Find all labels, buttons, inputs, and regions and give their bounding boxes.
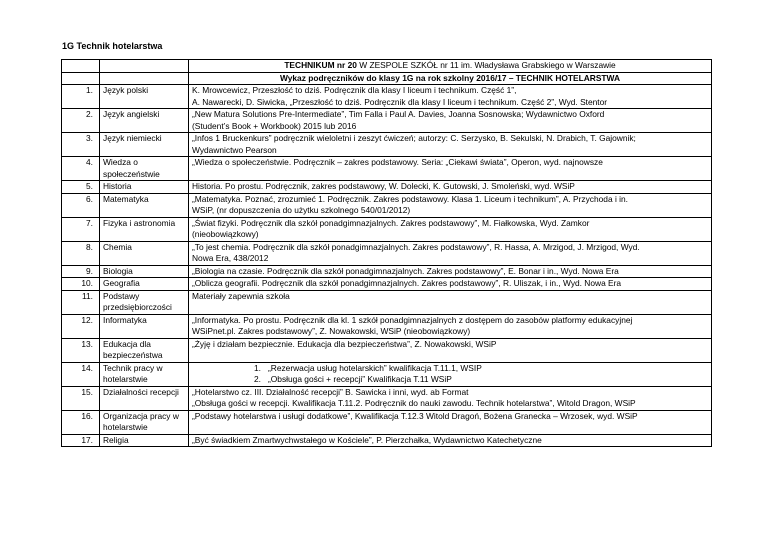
list-text: „Rezerwacja usług hotelarskich” kwalifikacja T.11.1, WSIP [268,362,482,373]
textbook-line: „Matematyka. Poznać, zrozumieć 1. Podręcznik. Zakres podstawowy. Klasa 1. Liceum i technikum”, A. Przychoda i in. [192,193,628,204]
row-number: 12. [62,314,100,338]
row-number: 11. [62,290,100,314]
subject-line: Informatyka [103,314,147,325]
table-row [62,85,712,109]
textbook-cell [189,265,712,278]
list-title-subject-cell [100,72,189,85]
list-title-row [62,72,712,85]
subject-line: Edukacja dla [103,338,151,349]
textbook-line: „Infos 1 Bruckenkurs” podręcznik wieloletni i zeszyt ćwiczeń; autorzy: C. Serzysko, B. Sekulski, N. Drabich, T. Gajownik; [192,133,636,143]
textbook-table [61,59,712,447]
textbook-line: WSiPnet.pl. Zakres podstawowy”, Z. Nowakowski, WSiP (nieobowiązkowy) [192,326,471,336]
row-number: 16. [62,410,100,434]
textbook-line: „New Matura Solutions Pre-Intermediate”, Tim Falla i Paul A. Davies, Joanna Sosnowska; Wydawnictwo Oxford [192,109,605,119]
subject-cell [100,217,189,241]
page-title: 1G Technik hotelarstwa [62,41,163,51]
row-number: 8. [62,241,100,265]
subject-line: Historia [103,181,132,191]
textbook-line: „Biologia na czasie. Podręcznik dla szkół ponadgimnazjalnych. Zakres podstawowy”, E. Bonar i in., Wyd. Nowa Era [192,265,619,276]
row-number: 7. [62,217,100,241]
textbook-line: (nieobowiązkowy) [192,229,259,239]
row-number: 10. [62,278,100,291]
subject-line: Chemia [103,241,132,252]
list-number: 1. [254,362,261,373]
textbook-cell [189,338,712,362]
textbook-cell [189,133,712,157]
subject-line: Podstawy [103,290,140,301]
subject-line: przedsiębiorczości [103,302,172,312]
table-row [62,133,712,157]
subject-line: Matematyka [103,193,149,204]
header-num-cell [62,60,100,73]
textbook-line: „To jest chemia. Podręcznik dla szkół ponadgimnazjalnych. Zakres podstawowy”, R. Hassa, A. Mrzigod, J. Mrzigod, Wyd. [192,241,640,252]
subject-line: Wiedza o [103,157,138,167]
row-number: 13. [62,338,100,362]
table-row [62,410,712,434]
subject-cell [100,314,189,338]
table-row [62,265,712,278]
numbered-textbook-line [192,374,708,386]
subject-line: hotelarstwie [103,422,148,432]
table-row [62,386,712,410]
subject-line: Religia [103,434,129,445]
textbook-cell [189,217,712,241]
textbook-cell [189,386,712,410]
textbook-line: „Podstawy hotelarstwa i usługi dodatkowe”, Kwalifikacja T.12.3 Witold Dragoń, Bożena Granecka – Wrzosek, wyd. WSiP [192,410,638,421]
subject-cell [100,241,189,265]
table-row [62,193,712,217]
subject-cell [100,338,189,362]
subject-line: Organizacja pracy w [103,410,179,421]
header-row [62,60,712,73]
textbook-cell [189,157,712,181]
textbook-cell [189,278,712,291]
textbook-cell [189,85,712,109]
row-number: 4. [62,157,100,181]
textbook-line: Historia. Po prostu. Podręcznik, zakres podstawowy, W. Dolecki, K. Gutowski, J. Smoleński, wyd. WSiP [192,181,575,191]
textbook-cell [189,109,712,133]
table-row [62,314,712,338]
textbook-cell [189,290,712,314]
school-rest: W ZESPOLE SZKÓŁ nr 11 im. Władysława Grabskiego w Warszawie [356,60,616,70]
subject-cell [100,193,189,217]
subject-cell [100,133,189,157]
row-number: 2. [62,109,100,133]
list-title: Wykaz podręczników do klasy 1G na rok szkolny 2016/17 – TECHNIK HOTELARSTWA [189,72,712,85]
header-subject-cell [100,60,189,73]
row-number: 15. [62,386,100,410]
row-number: 14. [62,362,100,386]
textbook-line: K. Mrowcewicz, Przeszłość to dziś. Podręcznik dla klasy I liceum i technikum. Część 1”, [192,85,517,95]
subject-cell [100,85,189,109]
subject-line: społeczeństwie [103,168,160,179]
subject-cell [100,434,189,447]
subject-line: Działalności recepcji [103,386,179,397]
textbook-line: Wydawnictwo Pearson [192,144,277,155]
textbook-line: „Wiedza o społeczeństwie. Podręcznik – zakres podstawowy. Seria: „Ciekawi świata”, Operon, wyd. najnowsze [192,157,603,167]
list-text: „Obsługa gości + recepcji” Kwalifikacja T.11 WSiP [268,374,452,384]
textbook-line: A. Nawarecki, D. Siwicka, „Przeszłość to dziś. Podręcznik dla klasy I liceum i technikum. Część 2”, Wyd. Stentor [192,96,608,107]
row-number: 5. [62,181,100,194]
subject-line: Fizyka i astronomia [103,217,176,228]
textbook-line: Nowa Era, 438/2012 [192,253,269,263]
textbook-line: Materiały zapewnia szkoła [192,290,290,301]
subject-cell [100,109,189,133]
textbook-line: „Świat fizyki. Podręcznik dla szkół ponadgimnazjalnych. Zakres podstawowy”, M. Fiałkowska, Wyd. Zamkor [192,217,590,228]
list-title-num-cell [62,72,100,85]
subject-line: Język polski [103,85,149,95]
subject-cell [100,278,189,291]
textbook-line: „Obsługa gości w recepcji. Kwalifikacja T.11.2. Podręcznik do nauki zawodu. Technik hotelarstwa”, Witold Dragon, WSiP [192,398,636,408]
row-number: 9. [62,265,100,278]
header-school-cell [189,60,712,73]
table-row [62,434,712,447]
row-number: 1. [62,85,100,109]
subject-cell [100,362,189,386]
textbook-line: „Być świadkiem Zmartwychwstałego w Kościele”, P. Pierzchałka, Wydawnictwo Katechetyczne [192,434,542,445]
subject-cell [100,386,189,410]
subject-line: Technik pracy w [103,362,163,373]
table-row [62,338,712,362]
row-number: 17. [62,434,100,447]
textbook-line: (Student’s Book + Workbook) 2015 lub 2016 [192,120,357,131]
textbook-cell [189,434,712,447]
textbook-cell [189,181,712,194]
row-number: 3. [62,133,100,157]
row-number: 6. [62,193,100,217]
numbered-textbook-line [192,363,708,375]
textbook-cell [189,410,712,434]
textbook-line: „Hotelarstwo cz. III. Działalność recepcji” B. Sawicka i inni, wyd. ab Format [192,386,469,397]
subject-cell [100,290,189,314]
school-name: TECHNIKUM nr 20 [284,60,357,70]
subject-line: hotelarstwie [103,374,148,384]
table-row [62,181,712,194]
subject-cell [100,157,189,181]
textbook-cell [189,193,712,217]
table-row [62,157,712,181]
list-number: 2. [254,374,261,384]
subject-line: Język niemiecki [103,133,162,143]
textbook-line: „Oblicza geografii. Podręcznik dla szkół ponadgimnazjalnych. Zakres podstawowy”, R. Uliszak, i in., Wyd. Nowa Era [192,278,622,288]
subject-line: Geografia [103,278,140,288]
subject-line: Biologia [103,265,133,276]
textbook-line: „Informatyka. Po prostu. Podręcznik dla kl. 1 szkół ponadgimnazjalnych z dostępem do zasobów platformy edukacyjnej [192,314,633,325]
textbook-line: „Żyję i działam bezpiecznie. Edukacja dla bezpieczeństwa”, Z. Nowakowski, WSiP [192,338,497,349]
table-row [62,217,712,241]
table-row [62,362,712,386]
subject-line: bezpieczeństwa [103,350,163,360]
subject-line: Język angielski [103,109,160,119]
textbook-cell [189,241,712,265]
table-row [62,290,712,314]
subject-cell [100,265,189,278]
textbook-cell [189,362,712,386]
table-row [62,241,712,265]
table-row [62,109,712,133]
subject-cell [100,410,189,434]
table-row [62,278,712,291]
textbook-cell [189,314,712,338]
textbook-line: WSiP, (nr dopuszczenia do użytku szkolnego 540/01/2012) [192,205,411,215]
subject-cell [100,181,189,194]
